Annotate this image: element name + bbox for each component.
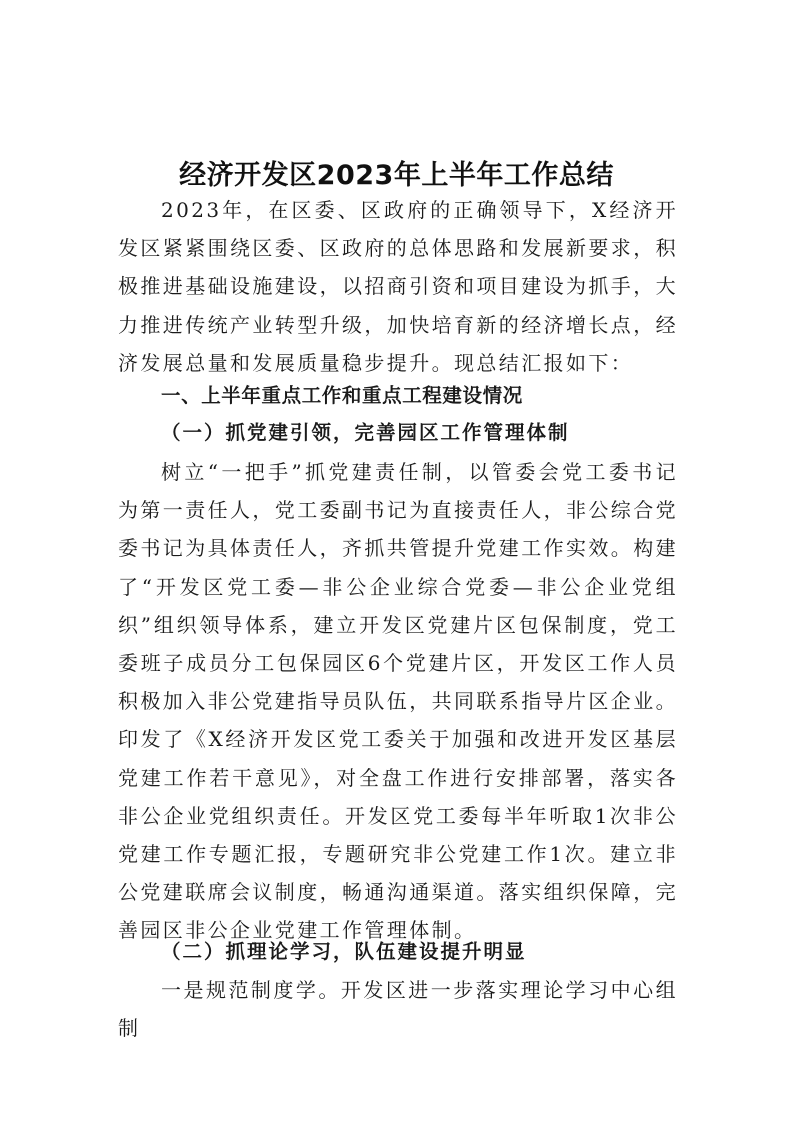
document-title: 经济开发区2023年上半年工作总结 (179, 160, 614, 192)
intro-paragraph: 2023年，在区委、区政府的正确领导下，X经济开发区紧紧围绕区委、区政府的总体思路和发展新要求，积极推进基础设施建设，以招商引资和项目建设为抓手，大力推进传统产业转型升级，加快培育新的经济增长点，经济发展总量和发展质量稳步提升。现总结汇报如下： (118, 198, 678, 375)
subsection-1-paragraph: 树立“一把手”抓党建责任制，以管委会党工委书记为第一责任人，党工委副书记为直接责任人，非公综合党委书记为具体责任人，齐抓共管提升党建工作实效。构建了“开发区党工委—非公企业综合党委—非公企业党组织”组织领导体系，建立开发区党建片区包保制度，党工委班子成员分工包保园区6个党建片区，开发区工作人员积极加入非公党建指导员队伍，共同联系指导片区企业。印发了《X经济开发区党工委关于加强和改进开发区基层党建工作若干意见》，对全盘工作进行安排部署，落实各非公企业党组织责任。开发区党工委每半年听取1次非公党建工作专题汇报，专题研究非公党建工作1次。建立非公党建联席会议制度，畅通沟通渠道。落实组织保障，完善园区非公企业党建工作管理体制。 (118, 460, 678, 943)
section-heading: 一、上半年重点工作和重点工程建设情况 (161, 384, 523, 407)
subsection-2-paragraph: 一是规范制度学。开发区进一步落实理论学习中心组制 (118, 978, 678, 1041)
subsection-heading-1: （一）抓党建引领，完善园区工作管理体制 (161, 421, 570, 444)
subsection-heading-2: （二）抓理论学习，队伍建设提升明显 (161, 940, 527, 963)
